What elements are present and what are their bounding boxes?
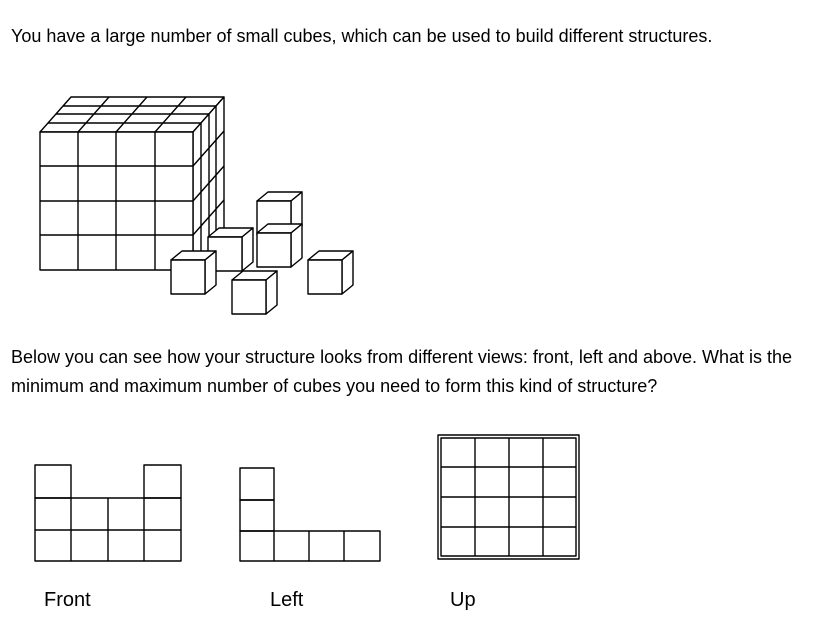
front-view-diagram <box>34 464 184 562</box>
up-label: Up <box>450 589 476 611</box>
up-view-diagram <box>437 434 581 561</box>
small-cube <box>171 251 216 294</box>
small-cube <box>232 271 277 314</box>
small-cube <box>308 251 353 294</box>
intro-text: You have a large number of small cubes, which can be used to build different structures. <box>11 26 713 46</box>
front-label: Front <box>44 589 91 611</box>
question-text: Below you can see how your structure looks from different views: front, left and above. What is the minimum and maximum number of cubes you need to form this kind of structure? <box>11 347 793 396</box>
small-cube <box>257 224 302 267</box>
large-cube-stack <box>40 97 224 270</box>
left-label: Left <box>270 589 304 611</box>
left-view-diagram <box>239 467 382 562</box>
